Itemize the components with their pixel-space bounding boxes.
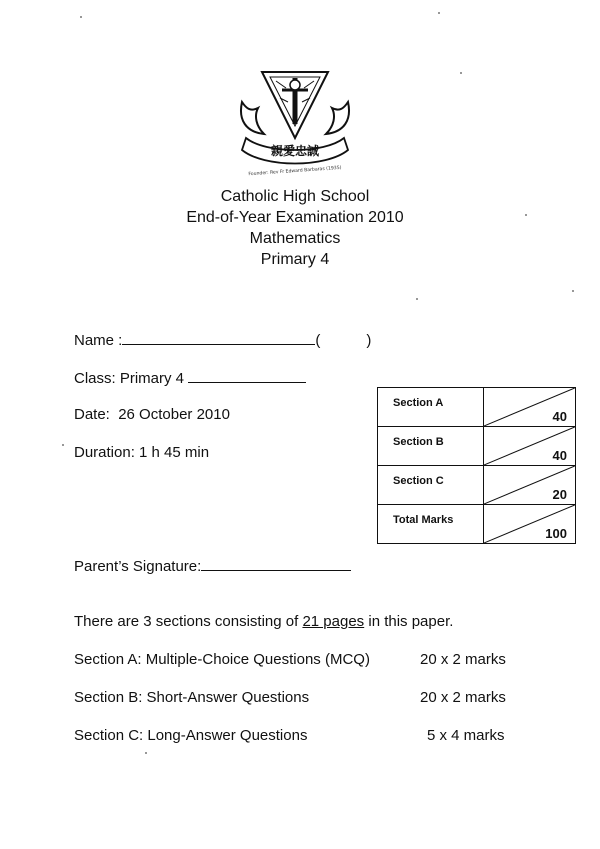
scan-speck — [572, 290, 574, 292]
scan-speck — [460, 72, 462, 74]
marks-total: 40 — [552, 448, 567, 463]
signature-input-line[interactable] — [201, 556, 351, 571]
section-row-c — [74, 727, 505, 744]
marks-table — [377, 387, 576, 544]
section-name: Section B: Short-Answer Questions — [74, 689, 310, 706]
marks-cell[interactable] — [484, 388, 576, 427]
index-paren-close: ) — [366, 332, 372, 349]
marks-label: Section A — [378, 388, 484, 427]
marks-total: 20 — [552, 487, 567, 502]
marks-label: Total Marks — [378, 505, 484, 544]
section-marks: 20 x 2 marks — [420, 689, 506, 706]
school-name: Catholic High School — [220, 188, 370, 205]
scan-speck — [80, 16, 82, 18]
class-label: Class: Primary 4 — [74, 370, 185, 387]
marks-cell[interactable] — [484, 466, 576, 505]
scan-speck — [438, 12, 440, 14]
intro-before: There are 3 sections consisting of — [74, 613, 303, 630]
section-row-b — [74, 689, 506, 706]
name-input-line[interactable] — [122, 330, 315, 345]
marks-row-section-b — [378, 427, 576, 466]
index-paren-open: ( — [315, 332, 321, 349]
class-input-line[interactable] — [188, 368, 306, 383]
marks-total: 100 — [545, 526, 567, 541]
marks-label: Section C — [378, 466, 484, 505]
scan-speck — [416, 298, 418, 300]
date-field-row — [74, 406, 230, 423]
scan-speck — [145, 752, 147, 754]
signature-label: Parent’s Signature: — [74, 558, 202, 575]
subject-title: Mathematics — [249, 230, 341, 247]
marks-total: 40 — [552, 409, 567, 424]
section-name: Section A: Multiple-Choice Questions (MCQ) — [74, 651, 370, 668]
date-value: 26 October 2010 — [118, 406, 230, 423]
school-crest-logo — [236, 68, 354, 180]
duration-label: Duration: 1 h 45 min — [74, 444, 210, 461]
section-row-a — [74, 651, 506, 668]
marks-cell[interactable] — [484, 505, 576, 544]
marks-row-total — [378, 505, 576, 544]
exam-title: End-of-Year Examination 2010 — [186, 209, 404, 226]
intro-after: in this paper. — [364, 613, 454, 630]
duration-field-row — [74, 444, 209, 461]
section-marks: 20 x 2 marks — [420, 651, 506, 668]
crest-motto-text: 親愛忠誠 — [270, 144, 320, 158]
marks-row-section-a — [378, 388, 576, 427]
level-title: Primary 4 — [260, 251, 330, 268]
scan-speck — [62, 444, 64, 446]
crest-founder-text: Founder: Rev Fr Edward Barbaras (1935) — [248, 165, 342, 178]
marks-cell[interactable] — [484, 427, 576, 466]
name-label: Name : — [74, 332, 123, 349]
signature-field-row — [74, 556, 351, 575]
section-name: Section C: Long-Answer Questions — [74, 727, 308, 744]
section-marks: 5 x 4 marks — [427, 727, 505, 744]
name-field-row — [74, 330, 371, 349]
class-field-row — [74, 368, 306, 387]
intro-pages: 21 pages — [302, 613, 365, 630]
intro-text — [74, 613, 453, 630]
date-label: Date: — [74, 406, 110, 423]
marks-label: Section B — [378, 427, 484, 466]
scan-speck — [525, 214, 527, 216]
marks-row-section-c — [378, 466, 576, 505]
exam-header — [0, 186, 590, 270]
